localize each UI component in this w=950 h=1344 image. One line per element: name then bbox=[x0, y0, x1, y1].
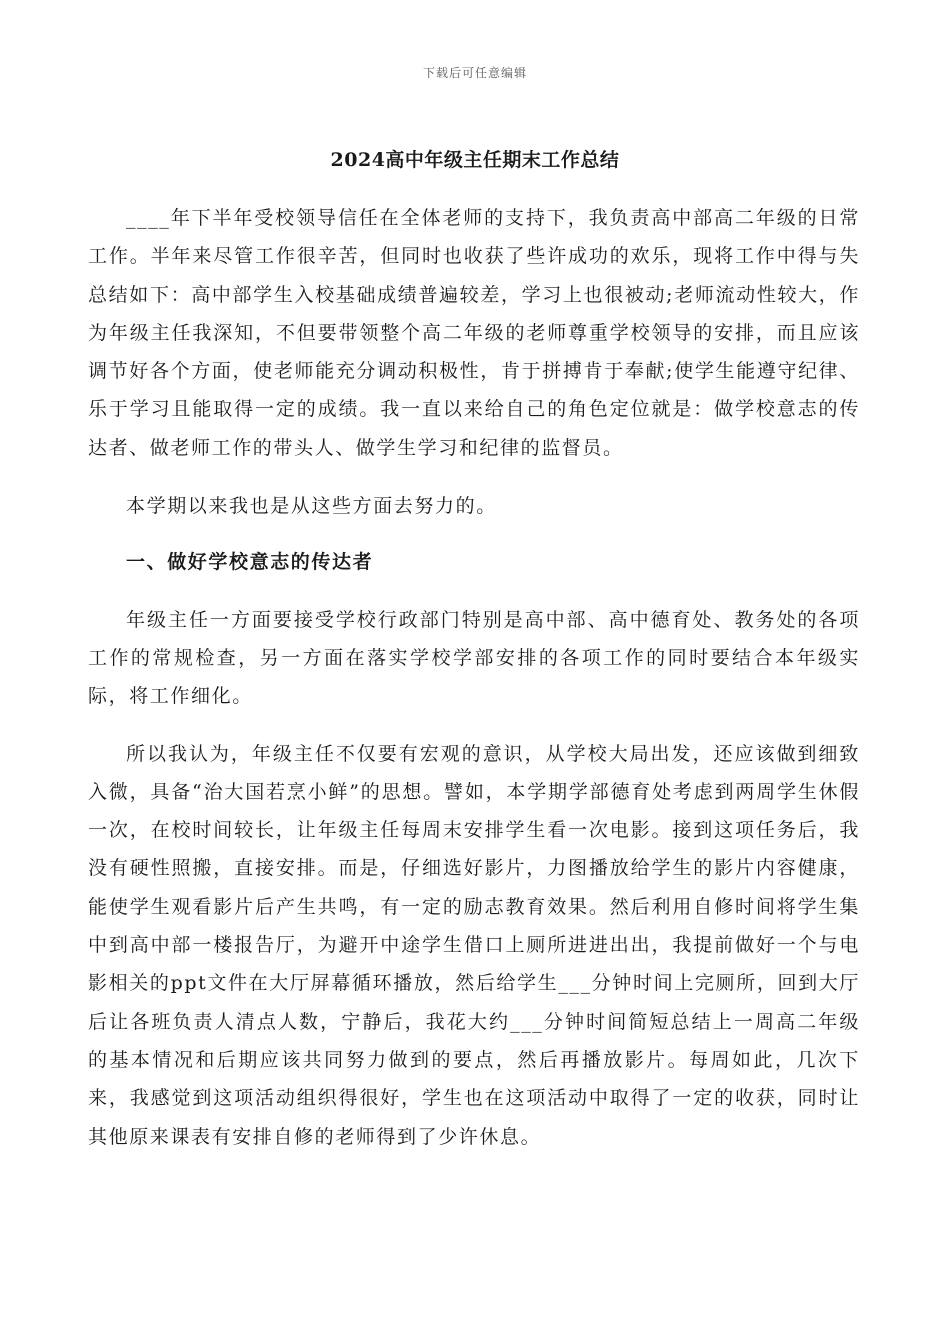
paragraph-duty: 年级主任一方面要接受学校行政部门特别是高中部、高中德育处、教务处的各项工作的常规检查，另一方面在落实学校学部安排的各项工作的同时要结合本年级实际，将工作细化。 bbox=[88, 608, 860, 708]
document-body bbox=[88, 199, 860, 1156]
document-title: 2024高中年级主任期末工作总结 bbox=[330, 149, 620, 171]
paragraph-example: 所以我认为，年级主任不仅要有宏观的意识，从学校大局出发，还应该做到细致入微，具备“治大国若烹小鲜”的思想。譬如，本学期学部德育处考虑到两周学生休假一次，在校时间较长，让年级主任每周末安排学生看一次电影。接到这项任务后，我没有硬性照搬，直接安排。而是，仔细选好影片，力图播放给学生的影片内容健康，能使学生观看影片后产生共鸣，有一定的励志教育效果。然后利用自修时间将学生集中到高中部一楼报告厅，为避开中途学生借口上厕所进进出出，我提前做好一个与电影相关的ppt文件在大厅屏幕循环播放，然后给学生___分钟时间上完厕所，回到大厅后让各班负责人清点人数，宁静后，我花大约___分钟时间简短总结上一周高二年级的基本情况和后期应该共同努力做到的要点，然后再播放影片。每周如此，几次下来，我感觉到这项活动组织得很好，学生也在这项活动中取得了一定的收获，同时让其他原来课表有安排自修的老师得到了少许休息。 bbox=[88, 742, 860, 1148]
section-heading-1: 一、做好学校意志的传达者 bbox=[126, 551, 374, 574]
paragraph-effort: 本学期以来我也是从这些方面去努力的。 bbox=[126, 495, 497, 518]
header-note: 下载后可任意编辑 bbox=[422, 66, 527, 80]
paragraph-intro: ____年下半年受校领导信任在全体老师的支持下，我负责高中部高二年级的日常工作。半年来尽管工作很辛苦，但同时也收获了些许成功的欢乐，现将工作中得与失总结如下：高中部学生入校基础成绩普遍较差，学习上也很被动;老师流动性较大，作为年级主任我深知，不但要带领整个高二年级的老师尊重学校领导的安排，而且应该调节好各个方面，使老师能充分调动积极性，肯于拼搏肯于奉献;使学生能遵守纪律、乐于学习且能取得一定的成绩。我一直以来给自己的角色定位就是：做学校意志的传达者、做老师工作的带头人、做学生学习和纪律的监督员。 bbox=[88, 207, 860, 459]
